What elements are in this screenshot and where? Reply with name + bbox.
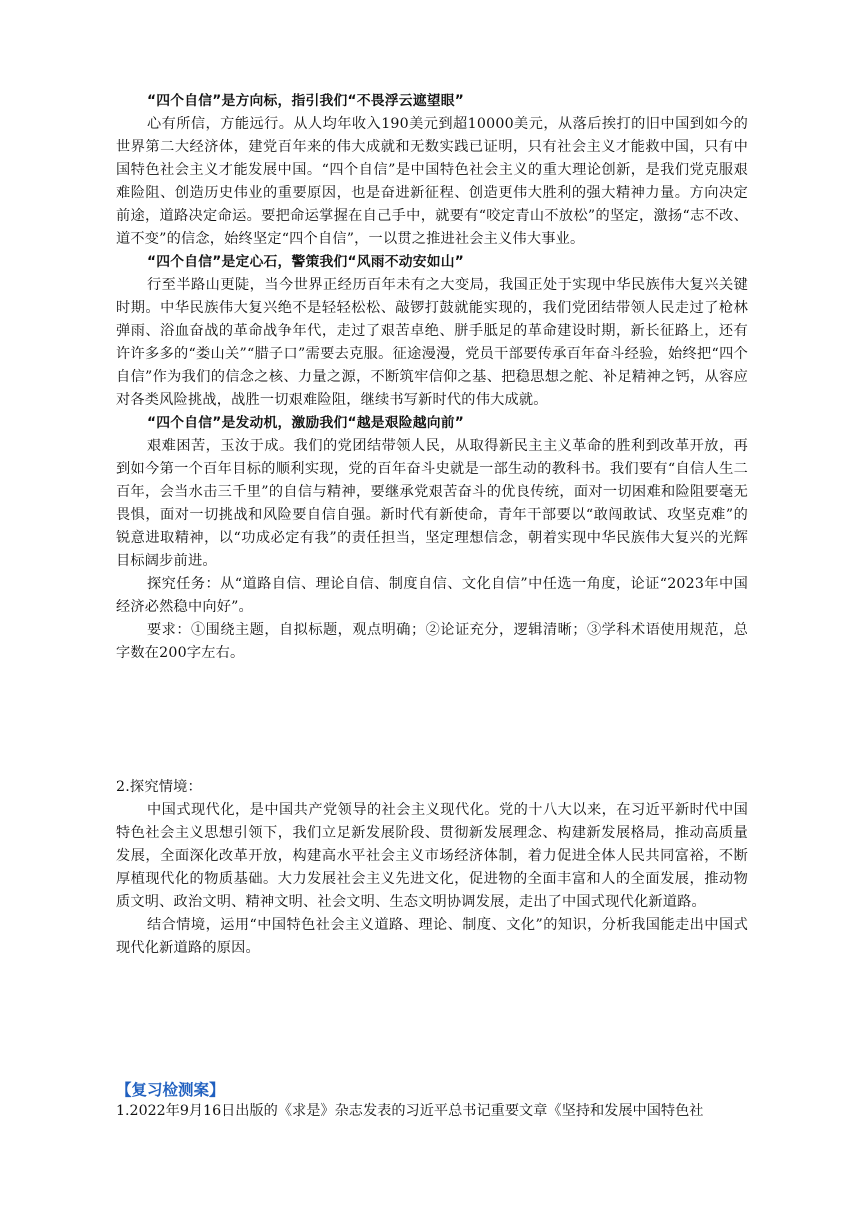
question-2-label: 2.探究情境：: [116, 779, 202, 795]
review-section-title: 【复习检测案】: [116, 1081, 225, 1099]
paragraph-direction: 心有所信，方能远行。从人均年收入190美元到超10000美元，从落后挨打的旧中国到如今的世界第二大经济体，建党百年来的伟大成就和无数实践已证明，只有社会主义才能救中国，只有中国特色社会主义才能发展中国。“四个自信”是中国特色社会主义的重大理论创新，是我们党克服艰难险阻、创造历史伟业的重要原因，也是奋进新征程、创造更伟大胜利的强大精神力量。方向决定前途，道路决定命运。要把命运掌握在自己手中，就要有“咬定青山不放松”的坚定，激扬“志不改、道不变”的信念，始终坚定“四个自信”，一以贯之推进社会主义伟大事业。: [116, 116, 748, 247]
passage-section: [116, 90, 748, 665]
exploration-task: 探究任务：从“道路自信、理论自信、制度自信、文化自信”中任选一角度，论证“2023年中国经济必然稳中向好”。: [116, 576, 748, 615]
question-2-context: 中国式现代化，是中国共产党领导的社会主义现代化。党的十八大以来，在习近平新时代中国特色社会主义思想引领下，我们立足新发展阶段、贯彻新发展理念、构建新发展格局，推动高质量发展，全面深化改革开放，构建高水平社会主义市场经济体制，着力促进全体人民共同富裕，不断厚植现代化的物质基础。大力发展社会主义先进文化，促进物的全面丰富和人的全面发展，推动物质文明、政治文明、精神文明、社会文明、生态文明协调发展，走出了中国式现代化新道路。: [116, 802, 748, 910]
heading-engine: “四个自信”是发动机，激励我们“越是艰险越向前”: [147, 415, 465, 431]
question-2-prompt: 结合情境，运用“中国特色社会主义道路、理论、制度、文化”的知识，分析我国能走出中国式现代化新道路的原因。: [116, 917, 748, 956]
question-2-section: [116, 776, 748, 960]
heading-direction: “四个自信”是方向标，指引我们“不畏浮云遮望眼”: [147, 93, 465, 109]
task-requirement: 要求：①围绕主题，自拟标题，观点明确；②论证充分，逻辑清晰；③学科术语使用规范，总字数在200字左右。: [116, 622, 748, 661]
heading-anchor: “四个自信”是定心石，警策我们“风雨不动安如山”: [147, 254, 465, 270]
review-question-1: 1.2022年9月16日出版的《求是》杂志发表的习近平总书记重要文章《坚持和发展中国特色社: [116, 1103, 704, 1119]
paragraph-anchor: 行至半路山更陡，当今世界正经历百年未有之大变局，我国正处于实现中华民族伟大复兴关键时期。中华民族伟大复兴绝不是轻轻松松、敲锣打鼓就能实现的，我们党团结带领人民走过了枪林弹雨、浴血奋战的革命战争年代，走过了艰苦卓绝、胼手胝足的革命建设时期，新长征路上，还有许许多多的“娄山关”“腊子口”需要去克服。征途漫漫，党员干部要传承百年奋斗经验，始终把“四个自信”作为我们的信念之核、力量之源，不断筑牢信仰之基、把稳思想之舵、补足精神之钙，从容应对各类风险挑战，战胜一切艰难险阻，继续书写新时代的伟大成就。: [116, 277, 748, 408]
paragraph-engine: 艰难困苦，玉汝于成。我们的党团结带领人民，从取得新民主主义革命的胜利到改革开放，再到如今第一个百年目标的顺利实现，党的百年奋斗史就是一部生动的教科书。我们要有“自信人生二百年，会当水击三千里”的自信与精神，要继承党艰苦奋斗的优良传统，面对一切困难和险阻要毫无畏惧，面对一切挑战和风险要自信自强。新时代有新使命，青年干部要以“敢闯敢试、攻坚克难”的锐意进取精神，以“功成必定有我”的责任担当，坚定理想信念，朝着实现中华民族伟大复兴的光辉目标阔步前进。: [116, 438, 748, 569]
